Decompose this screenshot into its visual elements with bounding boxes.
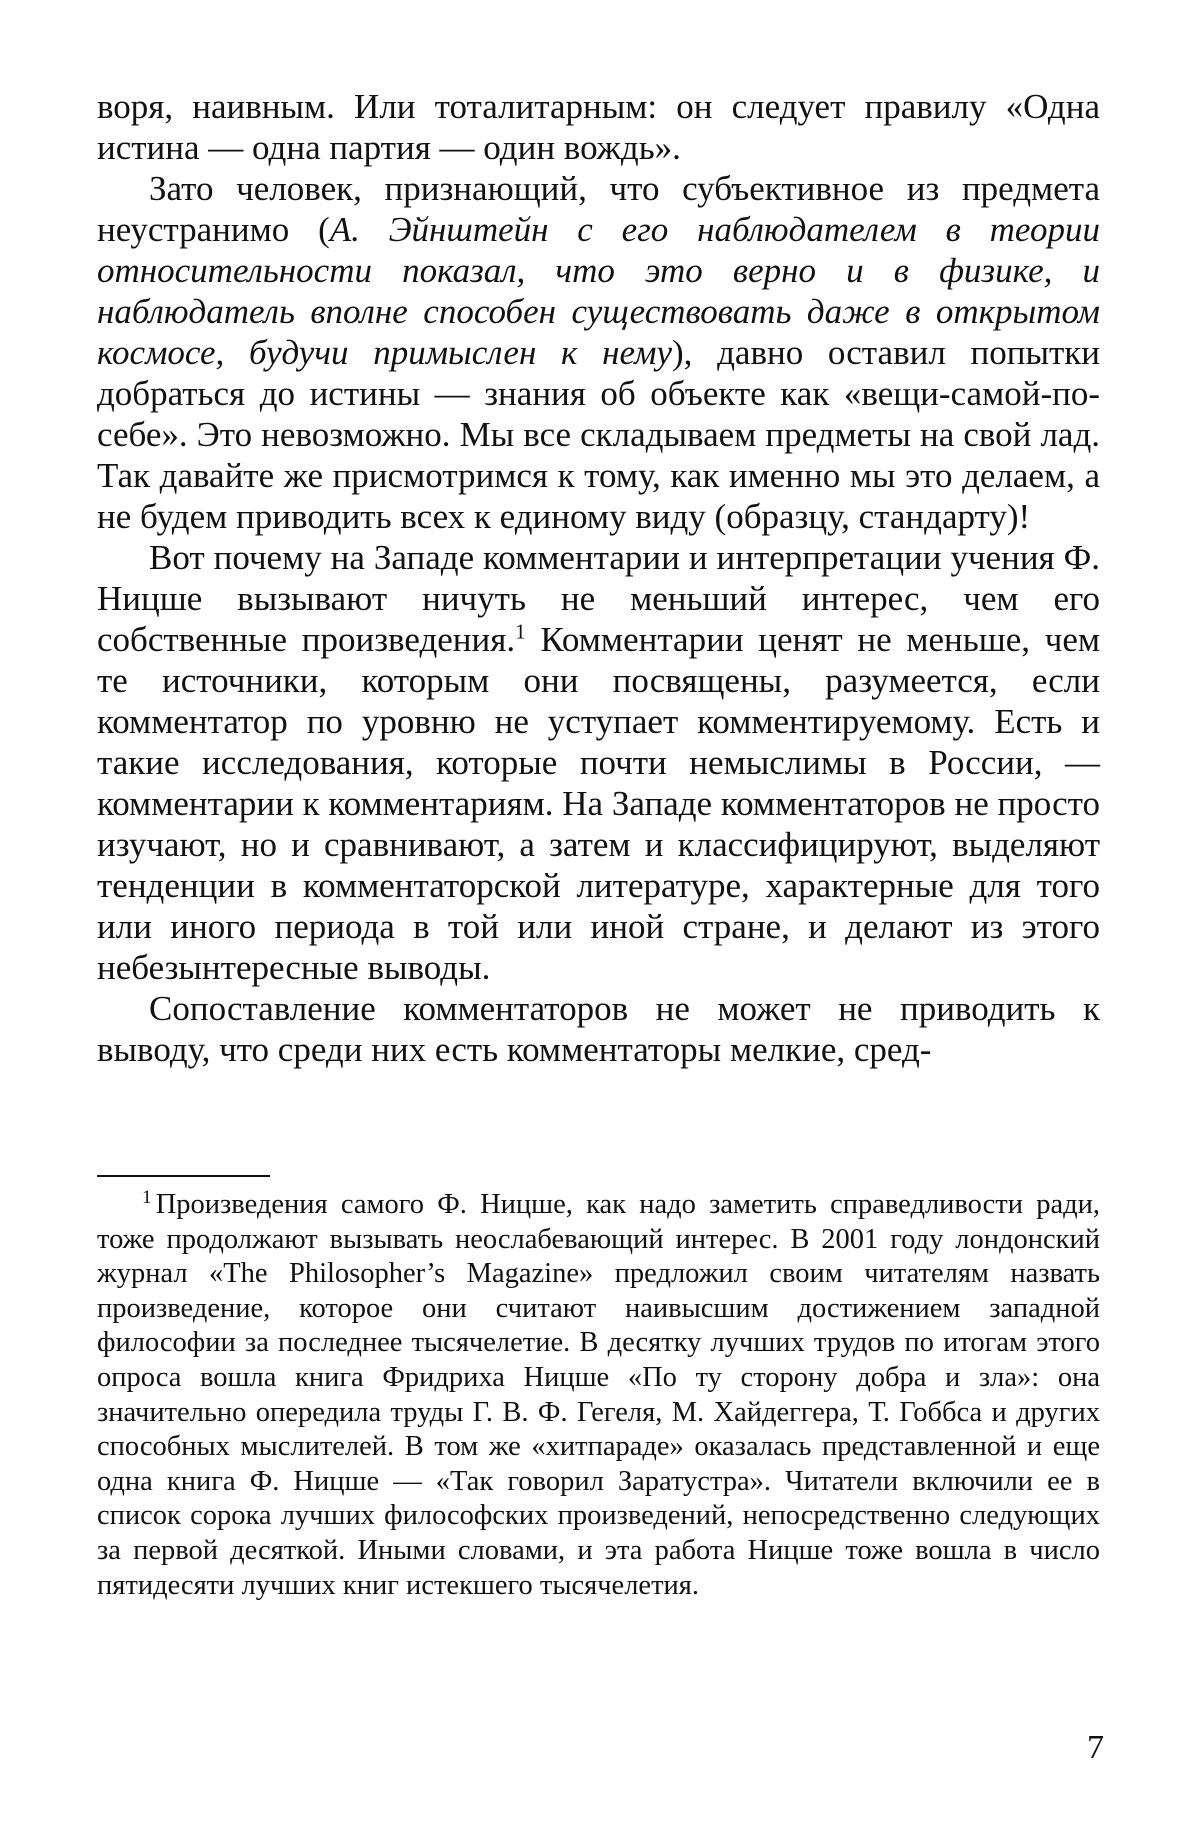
footnote-1 [97,1188,1100,1603]
paragraph-3-end: Комментарии ценят не меньше, чем те источники, которым они посвящены, разумеется, если комментатор по уровню не уступает комментируемому. Есть и такие исследования, которые почти немыслимы в России, — комментарии к комментариям. На Западе комментаторов не просто изучают, но и сравнивают, а затем и классифицируют, выделяют тенденции в комментаторской литературе, характерные для того или иного периода в той или иной стране, и делают из этого небезынтересные выводы. [97,620,1100,987]
footnotes [97,1188,1100,1603]
paragraph-2 [97,168,1100,537]
paragraph-2-italic: А. Эйнштейн с его наблюдателем в теории относительности показал, что это верно и в физике, и наблюдатель вполне способен существовать даже в открытом космосе, будучи примыслен к нему [97,210,1100,372]
paragraph-3-start: Вот почему на Западе комментарии и интерпретации учения Ф. Ницше вызывают ничуть не меньший интерес, чем его собственные произведения. [97,538,1100,659]
main-text [97,86,1100,1070]
paragraph-4: Сопоставление комментаторов не может не приводить к выводу, что среди них есть комментаторы мелкие, сред- [97,989,1100,1069]
footnote-reference[interactable]: 1 [515,619,526,644]
paragraph-2-start: Зато человек, признающий, что субъективное из предмета неустранимо ( [97,169,1100,249]
footnote-divider [97,1175,270,1177]
page-body [97,86,1100,1070]
footnote-text: Произведения самого Ф. Ницше, как надо заметить справедливости ради, тоже продолжают вызывать неослабевающий интерес. В 2001 году лондонский журнал «The Philosopher’s Magazine» предложил своим читателям назвать произведение, которое они считают наивысшим достижением западной философии за последнее тысячелетие. В десятку лучших трудов по итогам этого опроса вошла книга Фридриха Ницше «По ту сторону добра и зла»: она значительно опередила труды Г. В. Ф. Гегеля, М. Хайдеггера, Т. Гоббса и других способных мыслителей. В том же «хитпараде» оказалась представленной и еще одна книга Ф. Ницше — «Так говорил Заратустра». Читатели включили ее в список сорока лучших философских произведений, непосредственно следующих за первой десяткой. Иными словами, и эта работа Ницше тоже вошла в число пятидесяти лучших книг истекшего тысячелетия. [97,1189,1100,1601]
paragraph-3 [97,537,1100,988]
footnote-mark: 1 [142,1186,152,1208]
page-number: 7 [1087,1729,1104,1766]
paragraph-1: воря, наивным. Или тоталитарным: он следует правилу «Одна истина — одна партия — один вождь». [97,87,1100,167]
paragraph-2-end: ), давно оставил попытки добраться до истины — знания об объекте как «вещи-самой-по-себе». Это невозможно. Мы все складываем предметы на свой лад. Так давайте же присмотримся к тому, как именно мы это делаем, а не будем приводить всех к единому виду (образцу, стандарту)! [97,333,1100,536]
